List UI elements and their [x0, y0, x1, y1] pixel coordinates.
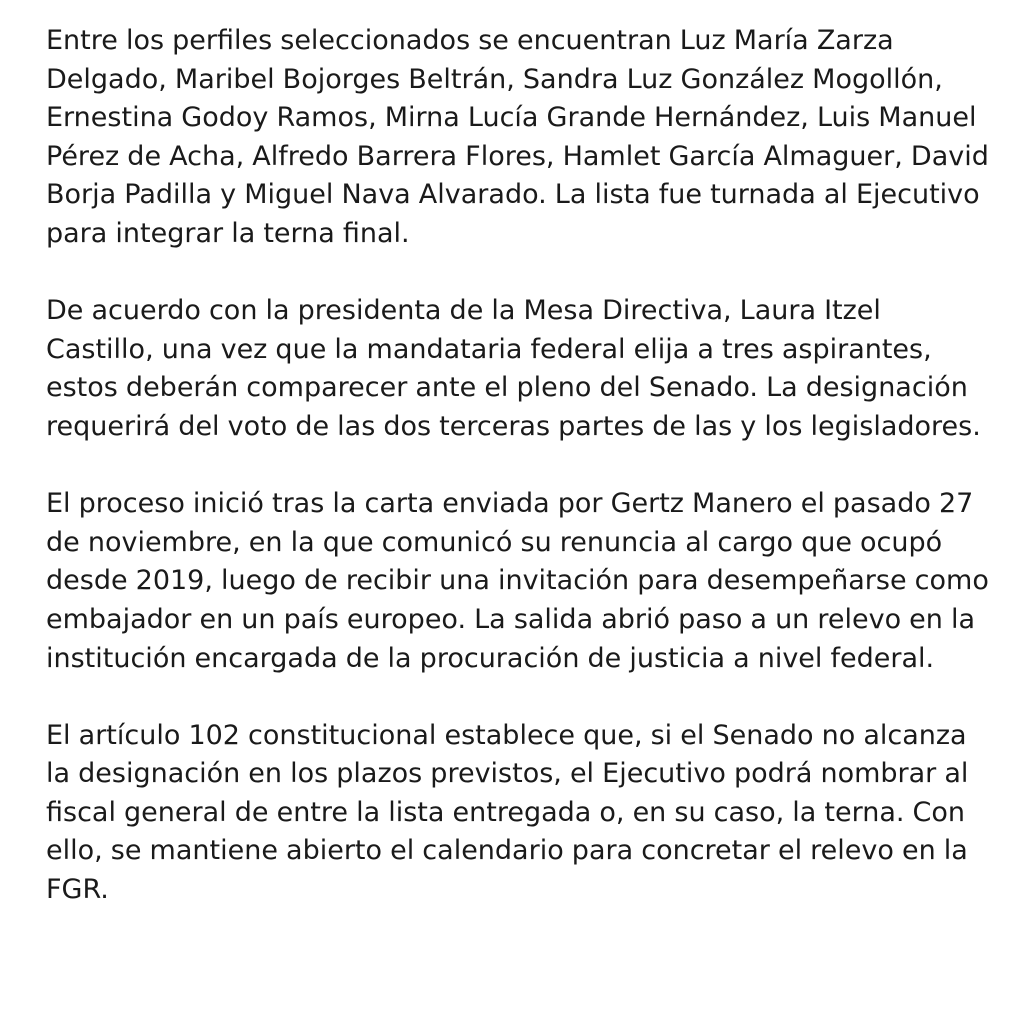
paragraph-process: El proceso inició tras la carta enviada por Gertz Manero el pasado 27 de noviembre, en la que comunicó su renuncia al cargo que ocupó desde 2019, luego de recibir una invitación para desempeñarse como embajador en un país europeo. La salida abrió paso a un relevo en la institución encargada de la procuración de justicia a nivel federal. — [46, 488, 989, 674]
paragraph-article-102: El artículo 102 constitucional establece que, si el Senado no alcanza la designación en los plazos previstos, el Ejecutivo podrá nombrar al fiscal general de entre la lista entregada o, en su caso, la terna. Con ello, se mantiene abierto el calendario para concretar el relevo en la FGR. — [46, 719, 969, 906]
paragraph-mesa-directiva: De acuerdo con la presidenta de la Mesa Directiva, Laura Itzel Castillo, una vez que la mandataria federal elija a tres aspirantes, estos deberán comparecer ante el pleno del Senado. La designación requerirá del voto de las dos terceras partes de las y los legisladores. — [46, 295, 981, 442]
paragraph-candidates: Entre los perfiles seleccionados se encuentran Luz María Zarza Delgado, Maribel Bojorges Beltrán, Sandra Luz González Mogollón, Ernestina Godoy Ramos, Mirna Lucía Grande Hernández, Luis Manuel Pérez de Acha, Alfredo Barrera Flores, Hamlet García Almaguer, David Borja Padilla y Miguel Nava Alvarado. La lista fue turnada al Ejecutivo para integrar la terna final. — [46, 25, 989, 249]
article-body — [46, 22, 996, 910]
